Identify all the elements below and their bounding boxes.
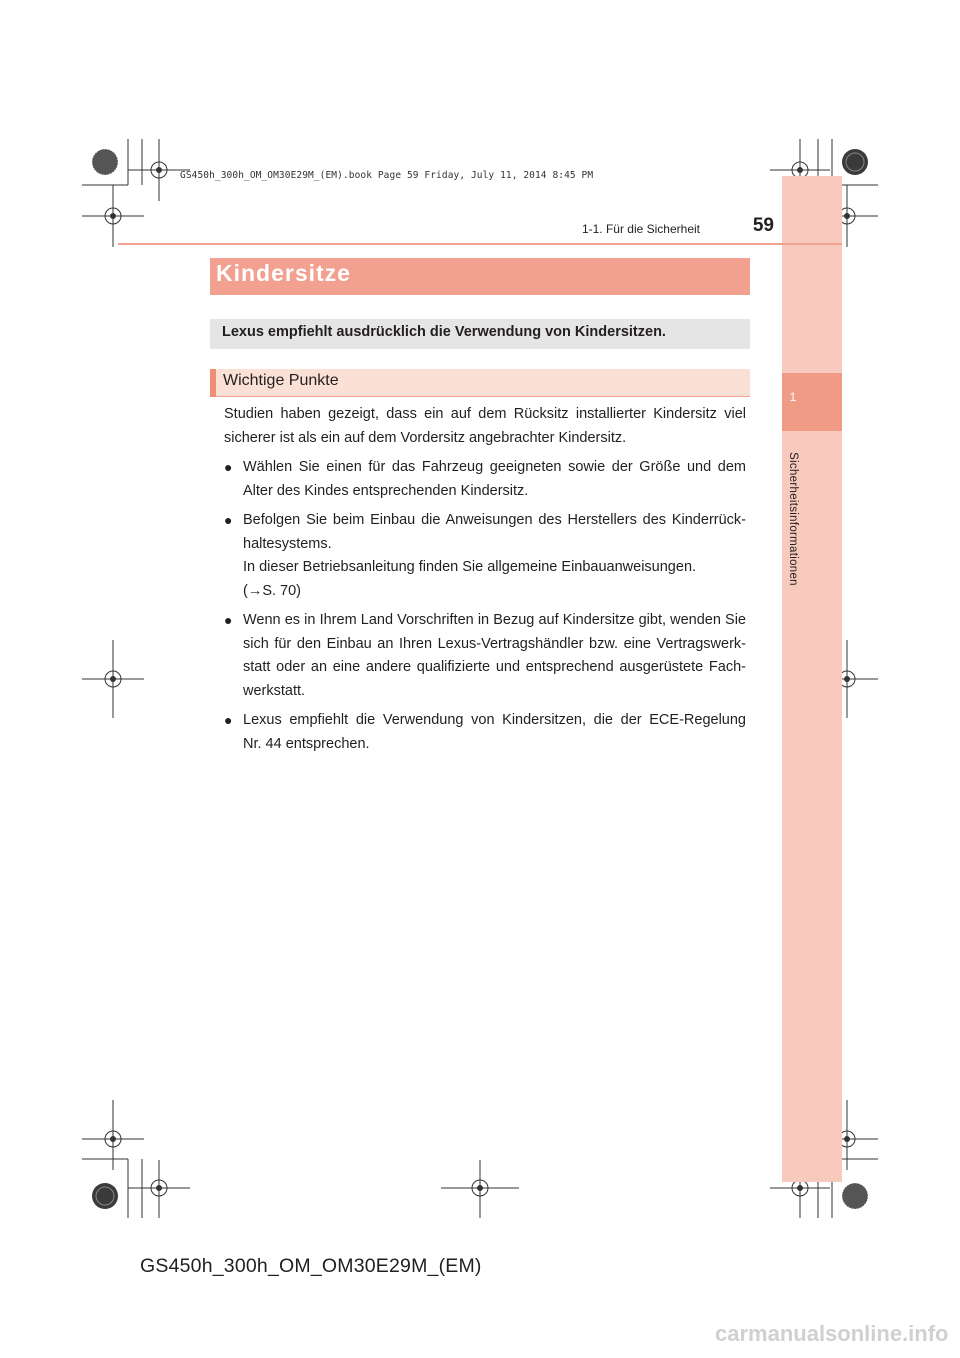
bullet-item: [224, 456, 746, 503]
bullet-item: [224, 609, 746, 703]
body-line: Studien haben gezeigt, dass ein auf dem Rücksitz installierter Kindersitz viel: [224, 406, 746, 422]
intro-text: Lexus empfiehlt ausdrücklich die Verwendung von Kindersitzen.: [222, 324, 666, 340]
header-rule: [118, 243, 842, 245]
body-line: sicherer ist als ein auf dem Vordersitz angebrachter Kindersitz.: [224, 429, 627, 446]
bullet-line: In dieser Betriebsanleitung finden Sie allgemeine Einbauanweisungen.: [243, 559, 697, 575]
bullet-icon: ●: [224, 612, 233, 628]
bullet-icon: ●: [224, 512, 233, 528]
page-title: Kindersitze: [216, 260, 351, 286]
document-code: GS450h_300h_OM_OM30E29M_(EM): [140, 1255, 482, 1277]
bullet-line: Nr. 44 entsprechen.: [243, 735, 370, 752]
bullet-icon: ●: [224, 459, 233, 475]
bullet-line: Wenn es in Ihrem Land Vorschriften in Bezug auf Kindersitze gibt, wenden Sie: [243, 612, 746, 628]
bullet-line: werkstatt.: [243, 682, 306, 699]
chapter-side-band: [782, 176, 842, 1182]
subheading-accent: [210, 369, 216, 397]
bullet-item: [224, 509, 746, 603]
site-watermark: carmanualsonline.info: [715, 1321, 949, 1346]
chapter-title-vertical: Sicherheitsinformationen: [787, 452, 799, 586]
bullet-line: sich für den Einbau an Ihren Lexus-Vertragshändler bzw. eine Vertragswerk-: [243, 635, 746, 652]
bullet-line: Lexus empfiehlt die Verwendung von Kindersitzen, die der ECE-Regelung: [243, 712, 746, 728]
bullet-line: Befolgen Sie beim Einbau die Anweisungen des Herstellers des Kinderrück-: [243, 512, 746, 528]
bullet-line: Alter des Kindes entsprechenden Kindersitz.: [243, 482, 529, 499]
chapter-number: 1: [789, 390, 797, 404]
book-info-line: GS450h_300h_OM_OM30E29M_(EM).book Page 59 Friday, July 11, 2014 8:45 PM: [180, 170, 594, 181]
bullet-line: statt oder an eine andere qualifizierte und entsprechend ausgerüstete Fach-: [243, 659, 746, 675]
page-reference-link[interactable]: (→S. 70): [243, 582, 302, 599]
section-label: 1-1. Für die Sicherheit: [581, 222, 700, 236]
bullet-item: [224, 709, 746, 756]
page-number: 59: [752, 215, 774, 236]
bullet-line: Wählen Sie einen für das Fahrzeug geeigneten sowie der Größe und dem: [243, 459, 746, 475]
bullet-line: haltesystems.: [243, 535, 332, 552]
subheading: Wichtige Punkte: [223, 372, 339, 389]
body-paragraph: [224, 403, 746, 450]
bullet-icon: ●: [224, 712, 233, 728]
